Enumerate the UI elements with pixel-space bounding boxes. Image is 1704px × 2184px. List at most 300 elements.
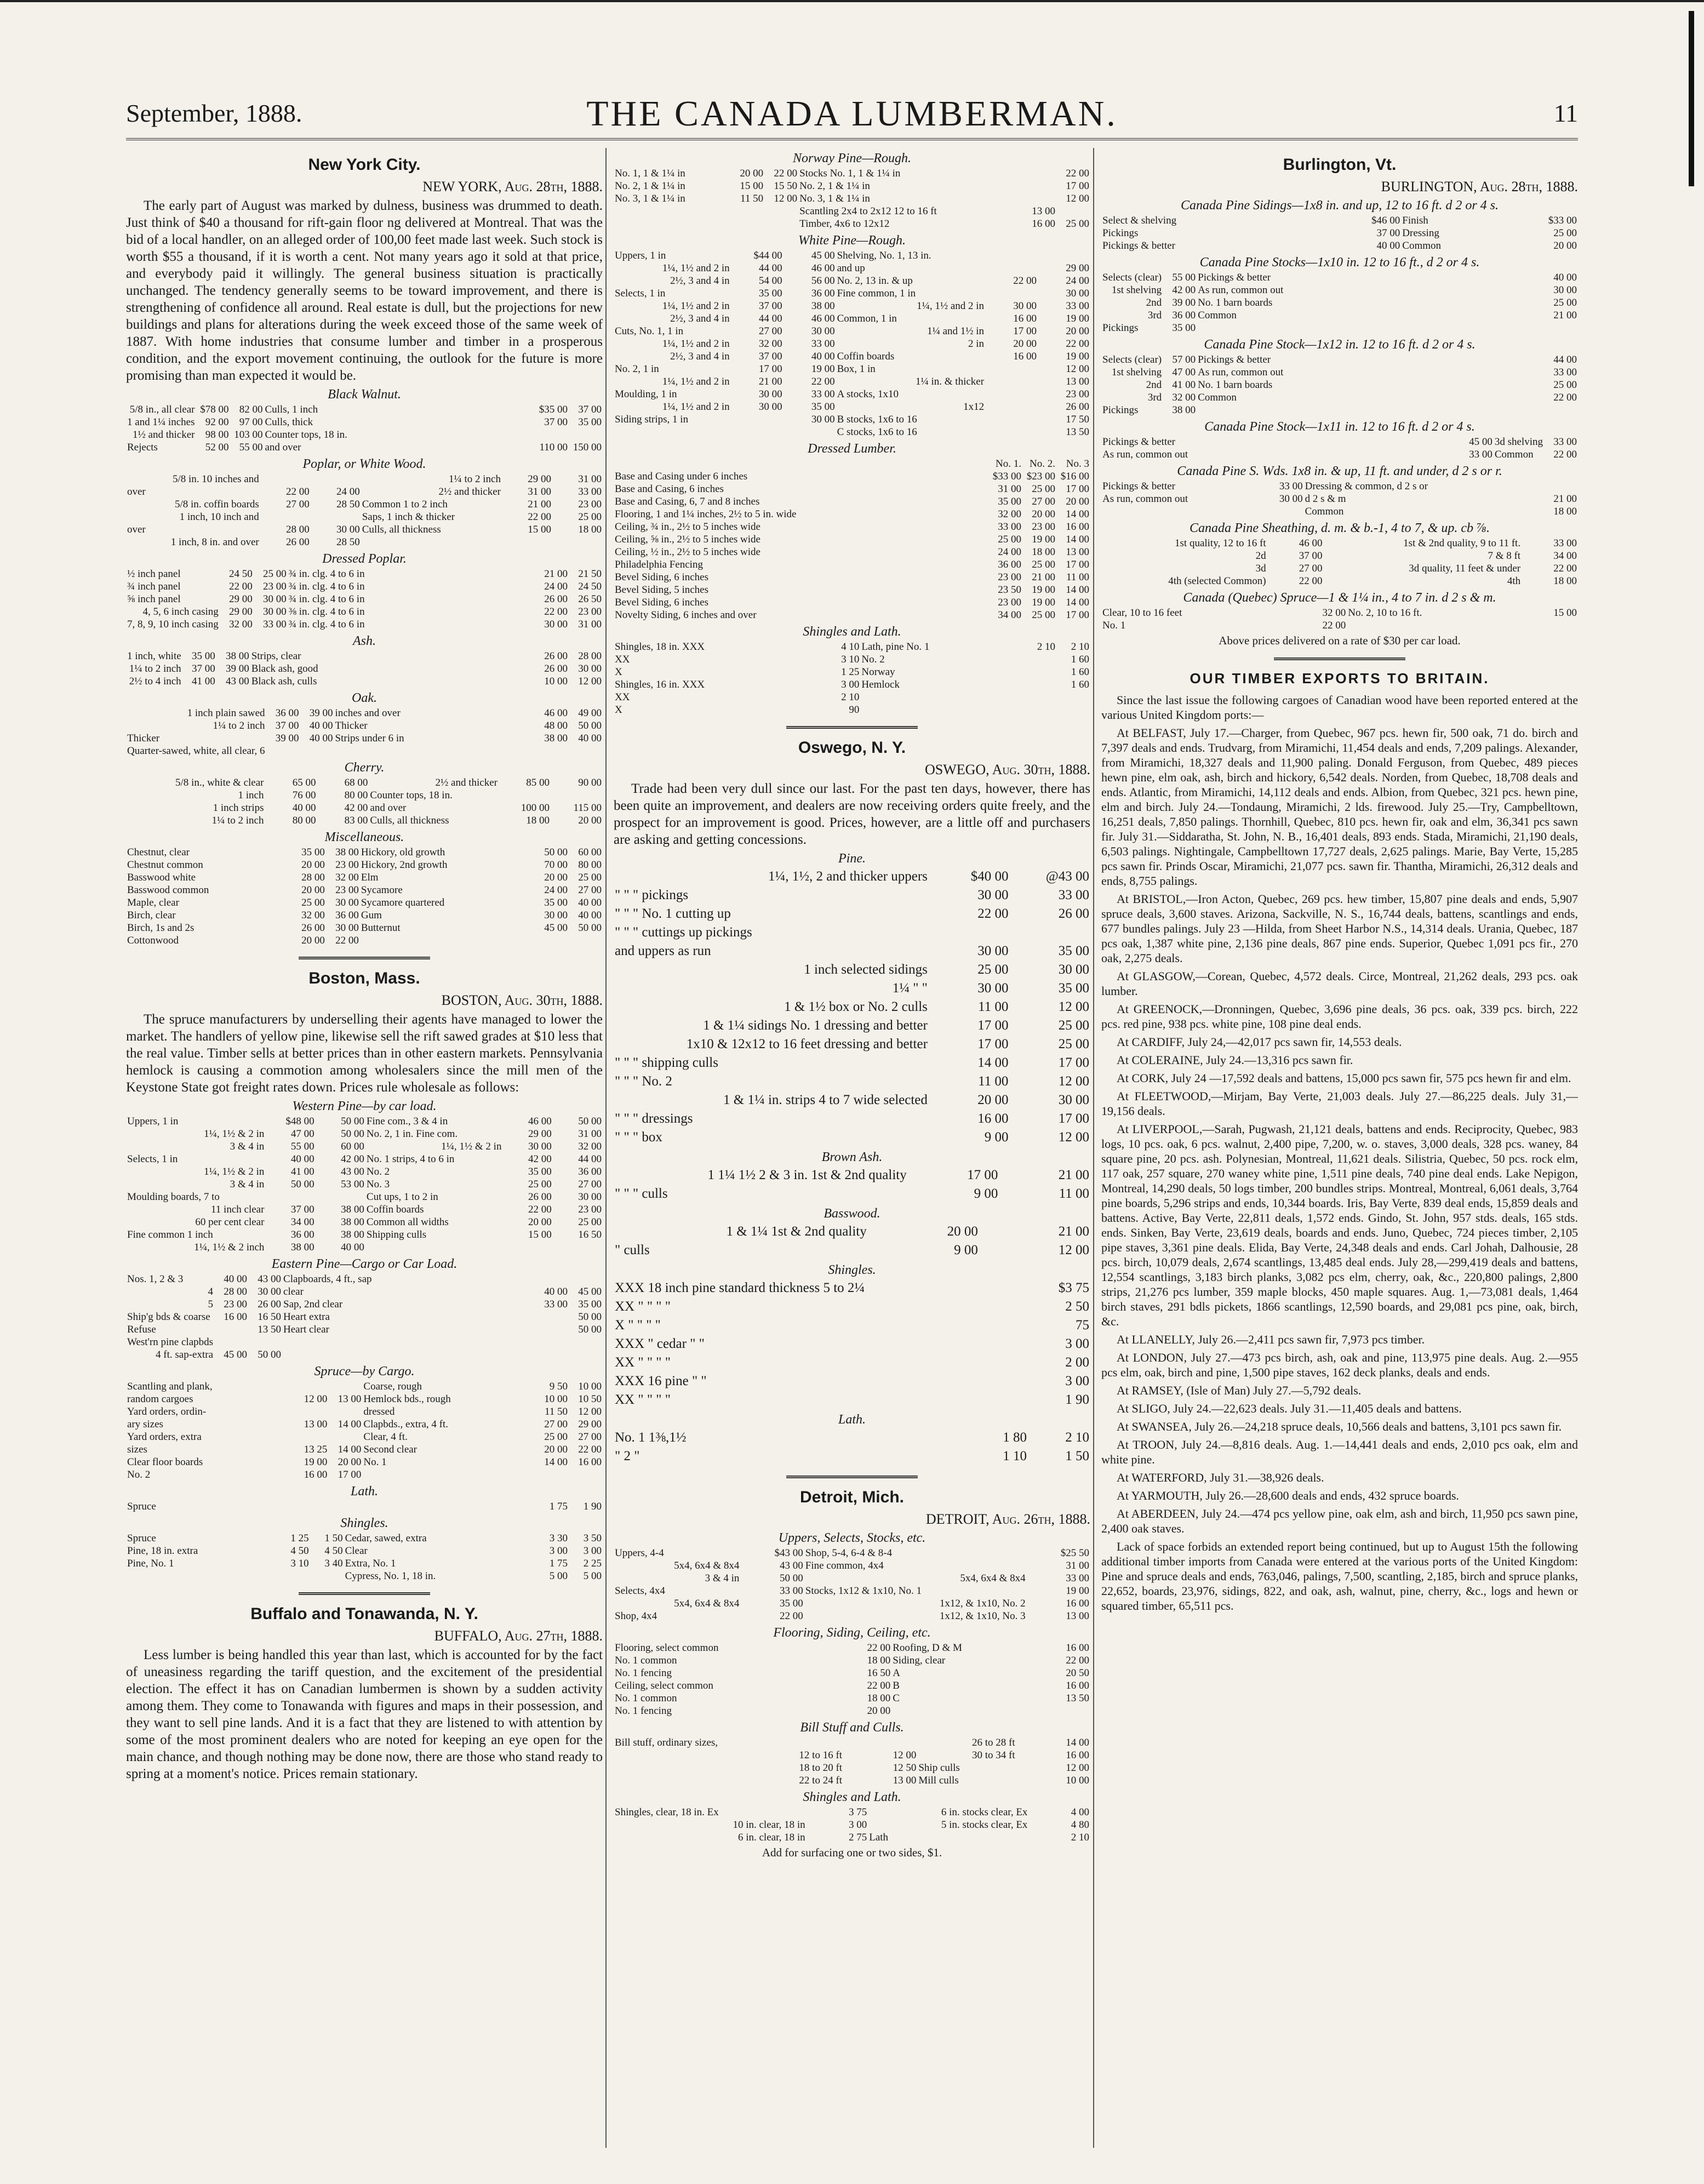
price-cell: 19 00	[1032, 597, 1055, 608]
price-cell: 4	[208, 1286, 214, 1297]
price-cell: 18 00	[867, 1655, 891, 1666]
price-cell: 1st shelving	[1111, 284, 1162, 296]
price-row	[614, 546, 1090, 558]
price-cell: 76 00	[292, 790, 316, 801]
price-row	[614, 1166, 1090, 1185]
price-cell: 1 90	[1065, 1392, 1089, 1407]
price-cell: 45 00	[1469, 436, 1493, 448]
price-table	[1101, 214, 1578, 252]
oswego-pine-title: Pine.	[838, 851, 866, 866]
price-cell: 34 00	[1553, 550, 1577, 562]
price-section-title: Canada Pine Sidings—1x8 in. and up, 12 to 16 ft. d 2 or 4 s.	[1180, 198, 1499, 213]
item-cell: Yard orders, extra	[127, 1431, 202, 1443]
price-row	[1101, 505, 1578, 518]
price-cell: 36 00	[811, 288, 835, 299]
price-cell: 37 00	[578, 404, 602, 415]
item-cell	[1038, 249, 1090, 262]
price-cell: 2½, 3 and 4 in	[670, 275, 730, 287]
item-cell	[1544, 322, 1578, 334]
price-row	[126, 1380, 603, 1393]
price-cell: 1¼, 1½ and 2 in	[662, 300, 730, 312]
item-cell	[361, 536, 502, 548]
price-cell: 50 00	[578, 1311, 602, 1323]
price-section-title: Dressed Poplar.	[322, 552, 407, 566]
price-cell: 5 00	[549, 1570, 568, 1582]
burlington-heading: Burlington, Vt.	[1283, 156, 1397, 174]
price-cell: 20 00	[1032, 508, 1055, 520]
price-cell: 2 10	[1065, 1430, 1089, 1445]
item-cell: Pickings	[1102, 322, 1139, 334]
price-cell: 1 inch plain sawed	[187, 707, 265, 719]
price-cell: 30 00	[544, 619, 568, 630]
price-row	[126, 1443, 603, 1456]
price-cell: 16 50	[578, 1229, 602, 1240]
item-cell: Culls, all thickness	[362, 524, 441, 535]
price-cell: 44 00	[578, 1153, 602, 1165]
price-cell: 39 00	[275, 733, 299, 744]
price-cell: 23 00	[998, 597, 1021, 608]
oswego-basswood-title: Basswood.	[824, 1207, 880, 1221]
price-row	[614, 1035, 1090, 1054]
item-cell: Thicker	[335, 720, 368, 731]
price-cell: $48 00	[285, 1116, 315, 1127]
price-cell: 17 00	[1066, 483, 1089, 495]
price-cell: 40 00	[578, 897, 602, 908]
item-cell	[553, 1241, 603, 1254]
item-cell	[535, 1311, 569, 1323]
price-cell: 26 00	[258, 1299, 282, 1310]
price-row	[614, 401, 1090, 413]
price-cell: 1 1¼ 1½ 2 & 3 in. 1st & 2nd quality	[707, 1168, 907, 1182]
price-row	[126, 802, 603, 814]
price-row	[126, 605, 603, 618]
port-report-paragraph: At SLIGO, July 24.—22,623 deals. July 31.—11,405 deals and battens.	[1117, 1402, 1462, 1415]
price-cell: 18 to 20 ft	[799, 1762, 843, 1774]
item-cell: Selects (clear)	[1102, 354, 1162, 365]
price-cell: 80 00	[344, 790, 368, 801]
price-cell: 30 00	[758, 388, 782, 400]
price-cell: 2 10	[841, 691, 860, 703]
price-cell: 23 00	[263, 581, 287, 592]
price-cell: 1st shelving	[1111, 367, 1162, 378]
price-cell: 1¼, 1½ & 2 in	[204, 1166, 265, 1177]
price-cell: 1¼, 1½, 2 and thicker uppers	[768, 869, 928, 884]
price-cell: 35 00	[578, 1299, 602, 1310]
item-cell: No. 1 fencing	[615, 1667, 672, 1679]
column-header: No. 1.	[996, 458, 1021, 470]
port-report-paragraph: At ABERDEEN, July 24.—474 pcs yellow pine, oak elm, ash and birch, 11,950 pcs sawn pine, 2,400 oak staves.	[1101, 1507, 1578, 1535]
price-cell: 37 00	[1376, 227, 1400, 239]
price-cell: 35 00	[191, 650, 215, 662]
item-cell: No. 1	[363, 1456, 387, 1468]
price-row	[1101, 448, 1578, 461]
price-cell: 23 00	[998, 571, 1021, 583]
price-cell: 22 00	[1066, 168, 1089, 179]
price-cell: 100 00	[521, 802, 550, 814]
price-cell: 26 00	[301, 922, 325, 934]
price-cell: 1½ and thicker	[133, 429, 195, 441]
price-row	[1101, 480, 1578, 493]
price-cell: 24 00	[336, 486, 360, 498]
item-cell	[499, 789, 551, 802]
price-cell: 25 00	[998, 534, 1021, 545]
port-report-paragraph: At WATERFORD, July 31.—38,926 deals.	[1117, 1471, 1324, 1484]
price-cell: 16 00	[304, 1469, 328, 1480]
price-cell: 14 00	[338, 1419, 362, 1430]
price-row	[126, 473, 603, 485]
item-cell: Flooring, select common	[615, 1642, 719, 1654]
item-cell: Gum	[361, 910, 382, 921]
item-cell: and over	[265, 442, 301, 453]
port-report-paragraph: Since the last issue the following cargoes of Canadian wood have been reported entered at the various United Kingdom ports:—	[1101, 693, 1578, 722]
price-cell: 3 50	[583, 1533, 602, 1544]
price-row	[1101, 227, 1578, 239]
detroit-shingles-table	[614, 1806, 1090, 1844]
item-cell	[260, 511, 311, 523]
item-cell: X " " " "	[615, 1318, 661, 1333]
price-cell: 33 00	[1553, 538, 1577, 549]
price-row	[614, 1391, 1090, 1409]
price-cell: 28 00	[224, 1286, 248, 1297]
price-cell: 33 00	[811, 388, 835, 400]
price-cell: 30 00	[977, 981, 1009, 996]
price-cell: 3 00	[583, 1545, 602, 1557]
price-row	[126, 1216, 603, 1228]
price-cell: 1 & 1¼ in. strips 4 to 7 wide selected	[723, 1093, 928, 1107]
item-cell: No. 2, 1 & 1¼ in	[615, 180, 685, 192]
price-cell: 46 00	[1299, 538, 1323, 549]
price-cell: 29 00	[229, 593, 253, 605]
price-cell: 41 00	[290, 1166, 315, 1177]
item-cell	[569, 934, 603, 947]
item-cell: Ship'g bds & coarse	[127, 1311, 210, 1323]
price-row	[614, 483, 1090, 495]
item-cell: Bill stuff, ordinary sizes,	[615, 1737, 718, 1748]
price-cell: 24 00	[544, 884, 568, 896]
burlington-price-tables	[1101, 198, 1578, 632]
price-row	[614, 1072, 1090, 1091]
price-cell: 14 00	[338, 1444, 362, 1455]
price-cell: 19 00	[1066, 351, 1089, 362]
price-row	[614, 249, 1090, 262]
price-row	[614, 666, 1090, 678]
item-cell: Culls, thick	[265, 416, 313, 428]
price-cell: 22 00	[1066, 338, 1089, 350]
item-cell: Cedar, sawed, extra	[345, 1533, 427, 1544]
price-cell: 1¼ and 1½ in	[927, 325, 985, 337]
price-cell: 13 00	[893, 1775, 917, 1786]
price-cell: 45 00	[578, 1286, 602, 1297]
item-cell: No. 1	[1102, 620, 1126, 631]
boston-dateline: BOSTON, Aug. 30th, 1888.	[441, 992, 603, 1008]
item-cell	[843, 1736, 917, 1749]
item-cell: Coffin boards	[837, 351, 895, 362]
price-row	[614, 375, 1090, 388]
item-cell	[535, 1468, 569, 1481]
item-cell: XX	[615, 654, 630, 665]
price-row	[614, 1335, 1090, 1353]
section-divider	[1274, 658, 1405, 660]
price-row	[614, 533, 1090, 546]
price-cell: 32 00	[335, 872, 359, 883]
price-cell: 24 50	[229, 568, 253, 580]
price-cell: 37 00	[758, 351, 782, 362]
price-cell: 1 60	[1071, 654, 1089, 665]
price-row	[126, 1140, 603, 1153]
item-cell: Lath	[869, 1832, 889, 1843]
price-cell: 12 00	[1058, 999, 1089, 1014]
price-cell: 20 00	[301, 884, 325, 896]
price-row	[126, 1311, 603, 1323]
item-cell: XXX 18 inch pine standard thickness 5 to 2¼	[615, 1280, 865, 1295]
price-cell: 2nd	[1146, 297, 1162, 308]
port-report-paragraph: At GREENOCK,—Dronningen, Quebec, 3,696 pine deals, 36 pcs. oak, 339 pcs. birch, 222 pcs. red pine, 938 pcs. white pine, 108 pine deal ends.	[1101, 1002, 1578, 1031]
buffalo-dateline: BUFFALO, Aug. 27th, 1888.	[434, 1628, 603, 1644]
price-cell: 29 00	[1066, 262, 1089, 274]
price-cell: 25 00	[578, 872, 602, 883]
price-row	[1101, 619, 1578, 632]
price-row	[126, 580, 603, 593]
item-cell: Butternut	[361, 922, 401, 934]
oswego-basswood-table	[614, 1222, 1090, 1260]
item-cell	[551, 789, 603, 802]
price-cell: 44 00	[1553, 354, 1577, 365]
price-row	[614, 923, 1090, 942]
price-cell: 57 00	[1172, 354, 1196, 365]
price-cell: 21 00	[1553, 493, 1577, 505]
item-cell: Hemlock bds., rough	[363, 1393, 451, 1405]
price-cell: 17 00	[1066, 559, 1089, 570]
section-divider	[786, 726, 918, 729]
item-cell	[1022, 704, 1056, 716]
price-section-title: Western Pine—by car load.	[292, 1099, 437, 1113]
price-cell: 36 00	[335, 910, 359, 921]
item-cell	[985, 401, 1038, 413]
price-cell: 18 00	[1553, 575, 1577, 587]
item-cell	[316, 1191, 365, 1203]
price-cell: 16 00	[1066, 1750, 1089, 1761]
price-table	[614, 249, 1090, 438]
item-cell: Pickings	[1102, 404, 1139, 416]
price-cell: 25 00	[1066, 218, 1089, 230]
item-cell: Uppers, 1 in	[127, 1116, 179, 1127]
item-cell: Fine common, 1 in	[837, 288, 916, 299]
item-cell	[282, 1348, 535, 1361]
price-section-title: Canada Pine Stock—1x12 in. 12 to 16 ft. d 2 or 4 s.	[1204, 338, 1476, 352]
price-cell: 25 00	[544, 1431, 568, 1443]
item-cell: Ship culls	[918, 1762, 960, 1774]
price-cell: 33 00	[1279, 481, 1303, 492]
price-cell: 20 00	[1553, 240, 1577, 251]
price-cell: 13 00	[338, 1393, 362, 1405]
price-cell: 20 50	[1066, 1667, 1089, 1679]
price-cell: 3 & 4 in	[705, 1573, 740, 1584]
price-section-title: Canada Pine Stocks—1x10 in. 12 to 16 ft., d 2 or 4 s.	[1199, 255, 1480, 270]
price-cell: 32 00	[1172, 392, 1196, 403]
port-report-paragraph: Lack of space forbids an extended report being continued, but up to August 15th the following additional timber imports from Canada were entered at the various ports of the United Kingdom: Pine and spruce deals and ends, 763,046, palings, 7,500, scantling, 2,185, birch and spruce planks, 22,652, boards, 23,976, sidings, 822, and oak, ash, walnut, pine, cherry, &c., logs and hewn or squared timber, 65,511 pcs.	[1101, 1540, 1578, 1613]
item-cell: No. 2	[366, 1166, 390, 1177]
detroit-shingles-title: Shingles and Lath.	[803, 1790, 901, 1804]
price-cell: 50 00	[578, 1324, 602, 1335]
issue-date: September, 1888.	[126, 99, 302, 127]
price-row	[126, 428, 603, 441]
price-row	[614, 388, 1090, 401]
item-cell	[1022, 192, 1056, 205]
boston-lath-table	[126, 1500, 603, 1513]
price-cell: 3 40	[324, 1558, 343, 1569]
item-cell: Spruce	[127, 1501, 156, 1512]
item-cell: Bevel Siding, 6 inches	[615, 597, 708, 608]
price-row	[126, 732, 603, 745]
price-section-title: Canada Pine Sheathing, d. m. & b.-1, 4 to 7, & up. cb ⅞.	[1190, 521, 1490, 535]
item-cell: Stocks No. 1, 1 & 1¼ in	[799, 168, 901, 179]
price-cell: 13 00	[1066, 546, 1089, 558]
item-cell: As run, common out	[1102, 449, 1188, 460]
price-cell: 54 00	[758, 275, 782, 287]
price-row	[614, 1110, 1090, 1128]
price-cell: 9 00	[984, 1130, 1009, 1145]
price-cell: 25 00	[1032, 559, 1055, 570]
price-cell: 22 00	[1299, 575, 1323, 587]
price-cell: 4, 5, 6 inch casing	[142, 606, 219, 618]
item-cell	[294, 1431, 328, 1443]
price-cell: 1¼, 1½ and 2 in	[917, 300, 985, 312]
price-cell: 50 00	[578, 720, 602, 731]
item-cell: " 2 "	[615, 1449, 640, 1463]
price-cell: 38 00	[290, 1242, 315, 1253]
price-cell: 3 00	[1065, 1374, 1089, 1388]
price-cell: 19 00	[304, 1456, 328, 1468]
price-cell: 7, 8, 9, 10 inch casing	[127, 619, 219, 630]
item-cell	[535, 745, 569, 757]
price-cell: 1 inch selected sidings	[804, 962, 928, 977]
item-cell	[265, 1191, 315, 1203]
item-cell: inches and over	[335, 707, 401, 719]
price-cell: 55 00	[239, 442, 263, 453]
price-cell: 5x4, 6x4 & 8x4	[674, 1560, 740, 1571]
item-cell: XX	[615, 691, 630, 703]
price-cell: 1¼ " "	[892, 981, 928, 996]
price-cell: 3d quality, 11 feet & under	[1409, 563, 1521, 574]
price-cell: 37 00	[275, 720, 299, 731]
price-cell: 26 00	[544, 650, 568, 662]
item-cell	[266, 745, 300, 757]
item-cell	[1056, 1705, 1090, 1717]
item-cell: ¾ in. clg. 4 to 6 in	[288, 593, 365, 605]
price-cell: 27 00	[758, 325, 782, 337]
buffalo-dressed-title: Dressed Lumber.	[808, 442, 896, 456]
price-cell: $33 00	[992, 471, 1021, 482]
price-row	[614, 1597, 1090, 1610]
price-cell: 37 00	[191, 663, 215, 674]
price-cell: 17 00	[1058, 1111, 1089, 1126]
price-cell: 27 00	[578, 1431, 602, 1443]
price-cell: 92 00	[205, 416, 229, 428]
item-cell: Elm	[361, 872, 379, 883]
item-cell	[730, 218, 764, 230]
price-row	[126, 675, 603, 688]
item-cell: Scantling 2x4 to 2x12 12 to 16 ft	[799, 205, 937, 217]
price-cell: 32 00	[229, 619, 253, 630]
price-cell: 30 00	[263, 593, 287, 605]
price-row	[126, 523, 603, 536]
price-cell: 18 00	[578, 524, 602, 535]
price-cell: 21 00	[544, 568, 568, 580]
price-cell: 17 00	[967, 1168, 998, 1182]
item-cell: XXX 16 pine " "	[615, 1374, 707, 1388]
price-cell: 45 00	[544, 922, 568, 934]
price-cell: 27 00	[1299, 563, 1323, 574]
price-cell: 20 00	[338, 1456, 362, 1468]
newyork-price-tables	[126, 387, 603, 947]
item-cell	[569, 1273, 603, 1285]
price-cell: 10 50	[578, 1393, 602, 1405]
price-cell: 28 50	[336, 536, 360, 548]
oswego-shingles-table	[614, 1279, 1090, 1409]
item-cell: XX " " " "	[615, 1299, 671, 1314]
price-cell: 25 00	[1032, 483, 1055, 495]
item-cell: Chestnut common	[127, 859, 203, 871]
item-cell: Shingles, 16 in. XXX	[615, 679, 705, 690]
port-report-paragraph: At LIVERPOOL,—Sarah, Pugwash, 21,121 deals, battens and ends. Reciprocity, Quebec, 983 logs, 10 pcs. oak, 6 pcs. walnut, 2,400 pipe, 7,200, w. o. staves, 3,000 deals, 328 pcs. waney, 84 square pine, 20 pcs. ash. Polynesian, Montreal, 11,621 deals. Silistria, Quebec, 50 pcs. rock elm, 117 oak, 257 square, 270 waney white pine, 1,511 pine deals, 740 pine deal ends. Lake Nepigon, Montreal, 14,290 deals, 50 logs timber, 200 bundles strips. Montreal, Montreal, 6,061 deals, 3,764 pine boards, 5,296 strips and ends, 10,344 boards. Iris, Bay Verte, 839 deal ends, 15,859 deals and battens. Active, Bay Verte, 22,811 deals, 1,572 ends. Gindo, St. John, 957 stds. deals, 165 stds. ends. Sinken, Bay Verte, 23,619 deals, boards and ends. Juno, Quebec, 724 pieces timber, 2,105 pipe staves, 3,361 pine deals. Elida, Bay Verte, 24,348 deals and ends. Carl Johah, Dalhousie, 28 pcs. birch, 10,079 deals, 2,674 scantlings, 13,485 deal ends. July 28,—299,419 deals and battens, 12,554 scantlings, 3,183 birch planks, 3,082 pcs elm, cherry, oak, &c., 220,800 palings, 2,800 strips, 21,276 pcs lumber, 359 maple blocks, 450 maple squares. Aug. 1,—73,081 deals, 1,464 birch staves, 291 bdls pickets, 1866 scantlings, 12,590 boards, and 29,081 pcs pine, oak, birch, &c.	[1101, 1122, 1578, 1328]
column-header	[614, 458, 988, 470]
item-cell: Black ash, culls	[251, 676, 317, 687]
price-row	[126, 1241, 603, 1254]
price-cell: 26 00	[1058, 906, 1089, 921]
item-cell	[502, 536, 552, 548]
price-row	[1101, 271, 1578, 284]
price-cell: 28 00	[578, 650, 602, 662]
price-row	[1101, 322, 1578, 334]
price-cell: 29 00	[229, 606, 253, 618]
price-cell: 1¼, 1½ & 2 in	[204, 1128, 265, 1140]
price-cell: 21 00	[1032, 571, 1055, 583]
port-report-paragraph: At FLEETWOOD,—Mirjam, Bay Verte, 21,003 deals. July 27.—86,225 deals. July 31,—19,156 deals.	[1101, 1089, 1578, 1118]
price-row	[614, 495, 1090, 508]
price-cell: 32 00	[578, 1141, 602, 1152]
price-cell: 26 to 28 ft	[972, 1737, 1015, 1748]
price-cell: 35 00	[1172, 322, 1196, 334]
price-cell: 1 50	[1065, 1449, 1089, 1463]
item-cell: Spruce	[127, 1533, 156, 1544]
price-cell: 5/8 in., all clear	[129, 404, 195, 415]
price-cell: 23 00	[578, 1204, 602, 1215]
price-cell: 22 00	[544, 606, 568, 618]
item-cell	[730, 205, 764, 218]
item-cell: Shingles, 18 in. XXX	[615, 641, 705, 653]
item-cell: Sycamore	[361, 884, 403, 896]
item-cell	[502, 1241, 552, 1254]
price-cell: 14 00	[1066, 508, 1089, 520]
price-cell: 17 00	[977, 1037, 1009, 1051]
price-row	[614, 1279, 1090, 1297]
price-cell: 13 00	[1032, 205, 1055, 217]
price-cell: 1¼, 1½ and 2 in	[662, 376, 730, 387]
price-cell: 35 00	[301, 847, 325, 858]
price-table	[614, 167, 1090, 230]
price-cell: 28 50	[336, 499, 360, 510]
price-cell: 35 00	[811, 401, 835, 413]
price-cell: 14 00	[1066, 584, 1089, 596]
item-cell	[1544, 480, 1578, 493]
item-cell	[282, 1336, 535, 1348]
page-number: 11	[1553, 99, 1578, 127]
price-cell: @43 00	[1045, 869, 1089, 884]
price-row	[126, 1128, 603, 1140]
item-cell	[1022, 666, 1056, 678]
price-row	[126, 814, 603, 827]
price-cell: 40 00	[1376, 240, 1400, 251]
